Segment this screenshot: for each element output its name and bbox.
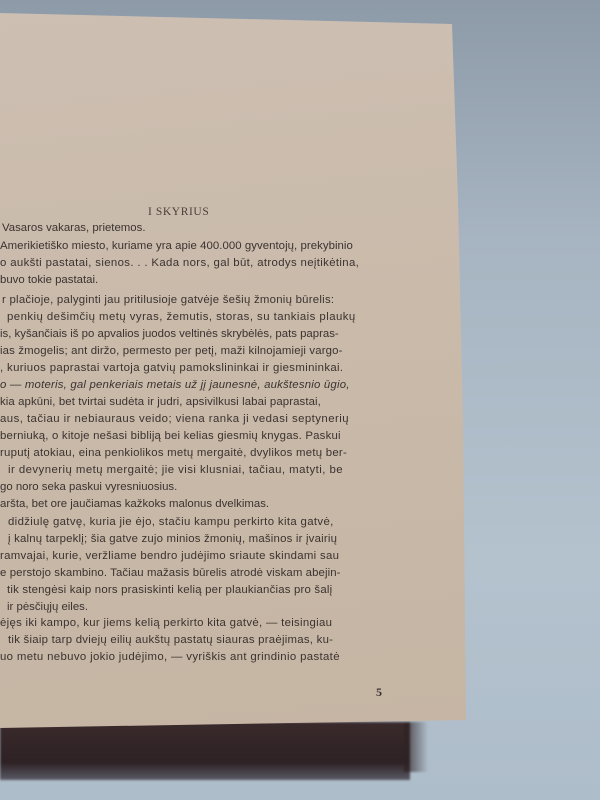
text-line: berniuką, o kitoje nešasi bibliją bei kelias giesmių knygas. Paskui (0, 430, 341, 442)
text-line: ias žmogelis; ant diržo, permesto per petį, maži kilnojamieji vargo- (0, 345, 343, 357)
text-line: ėjęs iki kampo, kur jiems kelią perkirto kita gatvė, — teisingiau (0, 617, 333, 629)
text-line: r plačioje, palyginti jau pritilusioje gatvėje šešių žmonių būrelis: (2, 294, 335, 306)
text-line: ruputį atokiau, eina penkiolikos metų mergaitė, dvylikos metų ber- (0, 447, 347, 459)
text-line: tik stengėsi kaip nors prasiskinti kelią per plaukiančias pro šalį (7, 584, 333, 596)
text-line: go noro seka paskui vyresniuosius. (0, 481, 178, 493)
text-line: e perstojo skambino. Tačiau mažasis būrelis atrodė viskam abejin- (0, 567, 341, 579)
text-line: o aukšti pastatai, sienos. . . Kada nors, gal būt, atrodys neįtikėtina, (0, 257, 360, 269)
text-line: tik šiaip tarp dviejų eilių aukštų pastatų siauras praėjimas, ku- (8, 634, 334, 646)
text-line: Amerikietiško miesto, kuriame yra apie 400.000 gyventojų, prekybinio (0, 240, 353, 252)
text-line: buvo tokie pastatai. (0, 274, 99, 286)
text-line: , kuriuos paprastai vartoja gatvių pamokslininkai ir giesmininkai. (0, 362, 344, 374)
text-line: is, kyšančiais iš po apvalios juodos veltinės skrybėlės, pats papras- (0, 328, 339, 340)
page-number: 5 (376, 685, 382, 699)
text-line: aršta, bet ore jaučiamas kažkoks malonus dvelkimas. (0, 498, 270, 510)
chapter-title: I SKYRIUS (148, 206, 210, 218)
text-line: ir devynerių metų mergaitė; jie visi klusniai, tačiau, matyti, be (8, 464, 344, 476)
text-line: penkių dešimčių metų vyras, žemutis, storas, su tankiais plaukų (7, 311, 356, 323)
text-line: į kalnų tarpeklį; šia gatve zujo minios žmonių, mašinos ir įvairių (8, 533, 338, 545)
text-line: aus, tačiau ir nebiauraus veido; viena ranka ji vedasi septynerių (0, 413, 350, 425)
text-line: kia apkūni, bet tvirtai sudėta ir judri, apsivilkusi labai paprastai, (0, 396, 321, 408)
text-line: ir pėsčiųjų eiles. (7, 601, 89, 613)
text-line: didžiulę gatvę, kuria jie ėjo, stačiu kampu perkirto kita gatvė, (8, 516, 334, 528)
text-line: uo metu nebuvo jokio judėjimo, — vyriškis ant grindinio pastatė (0, 651, 340, 663)
text-line: o — moteris, gal penkeriais metais už jį jaunesnė, aukštesnio ūgio, (0, 379, 350, 391)
text-line: Vasaros vakaras, prietemos. (2, 222, 146, 234)
text-line: ramvajai, kurie, veržliame bendro judėjimo sriaute skindami sau (0, 550, 340, 562)
